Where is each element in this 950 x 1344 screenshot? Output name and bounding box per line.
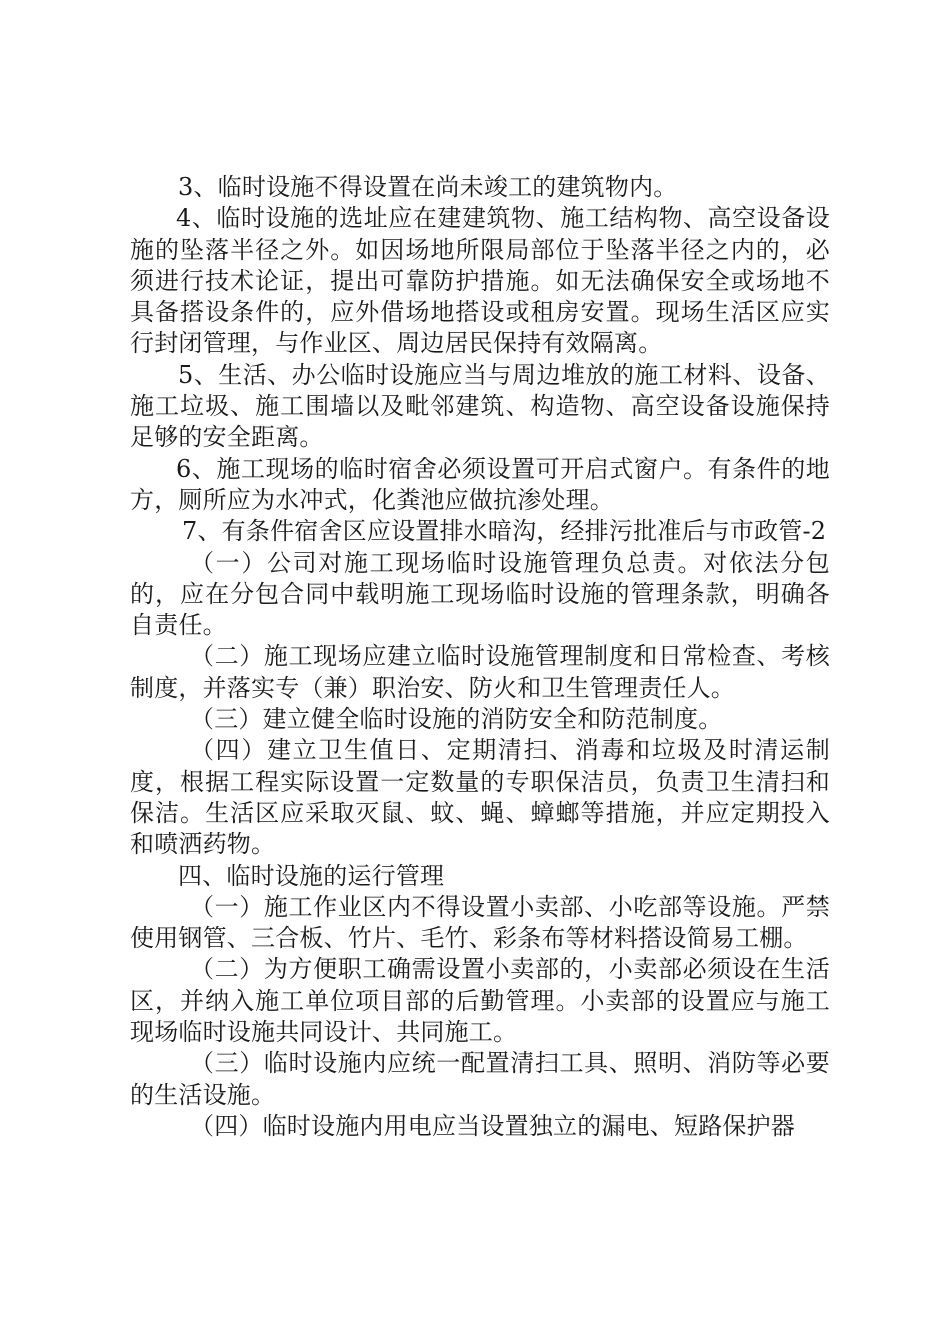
paragraph-item-7: 7、有条件宿舍区应设置排水暗沟，经排污批准后与市政管-2 [182, 517, 827, 546]
paragraph-ops-1: （一）施工作业区内不得设置小卖部、小吃部等设施。严禁使用钢管、三合板、竹片、毛竹、彩条布等材料搭设简易工棚。 [130, 892, 830, 953]
paragraph-ops-3: （三）临时设施内应统一配置清扫工具、照明、消防等必要的生活设施。 [130, 1049, 830, 1109]
paragraph-sub-3: （三）建立健全临时设施的消防安全和防范制度。 [190, 705, 723, 734]
paragraph-item-5: 5、生活、办公临时设施应当与周边堆放的施工材料、设备、施工垃圾、施工围墙以及毗邻建筑、构造物、高空设备设施保持足够的安全距离。 [130, 360, 830, 452]
paragraph-sub-2: （二）施工现场应建立临时设施管理制度和日常检查、考核制度，并落实专（兼）职治安、防火和卫生管理责任人。 [130, 642, 830, 702]
paragraph-item-4: 4、临时设施的选址应在建建筑物、施工结构物、高空设备设施的坠落半径之外。如因场地所限局部位于坠落半径之内的，必须进行技术论证，提出可靠防护措施。如无法确保安全或场地不具备搭设条件的，应外借场地搭设或租房安置。现场生活区应实行封闭管理，与作业区、周边居民保持有效隔离。 [130, 204, 830, 358]
paragraph-ops-4: （四）临时设施内用电应当设置独立的漏电、短路保护器 [190, 1111, 795, 1140]
section-heading-4: 四、临时设施的运行管理 [178, 861, 445, 890]
document-body [130, 172, 830, 1142]
paragraph-item-3: 3、临时设施不得设置在尚未竣工的建筑物内。 [178, 173, 678, 201]
paragraph-item-6: 6、施工现场的临时宿舍必须设置可开启式窗户。有条件的地方，厕所应为水冲式，化粪池应做抗渗处理。 [130, 454, 830, 514]
paragraph-sub-1: （一）公司对施工现场临时设施管理负总责。对依法分包的，应在分包合同中载明施工现场临时设施的管理条款，明确各自责任。 [130, 548, 830, 640]
paragraph-sub-4: （四）建立卫生值日、定期清扫、消毒和垃圾及时清运制度，根据工程实际设置一定数量的专职保洁员，负责卫生清扫和保洁。生活区应采取灭鼠、蚊、蝇、蟑螂等措施，并应定期投入和喷洒药物。 [130, 736, 830, 859]
paragraph-ops-2: （二）为方便职工确需设置小卖部的，小卖部必须设在生活区，并纳入施工单位项目部的后勤管理。小卖部的设置应与施工现场临时设施共同设计、共同施工。 [130, 955, 830, 1047]
